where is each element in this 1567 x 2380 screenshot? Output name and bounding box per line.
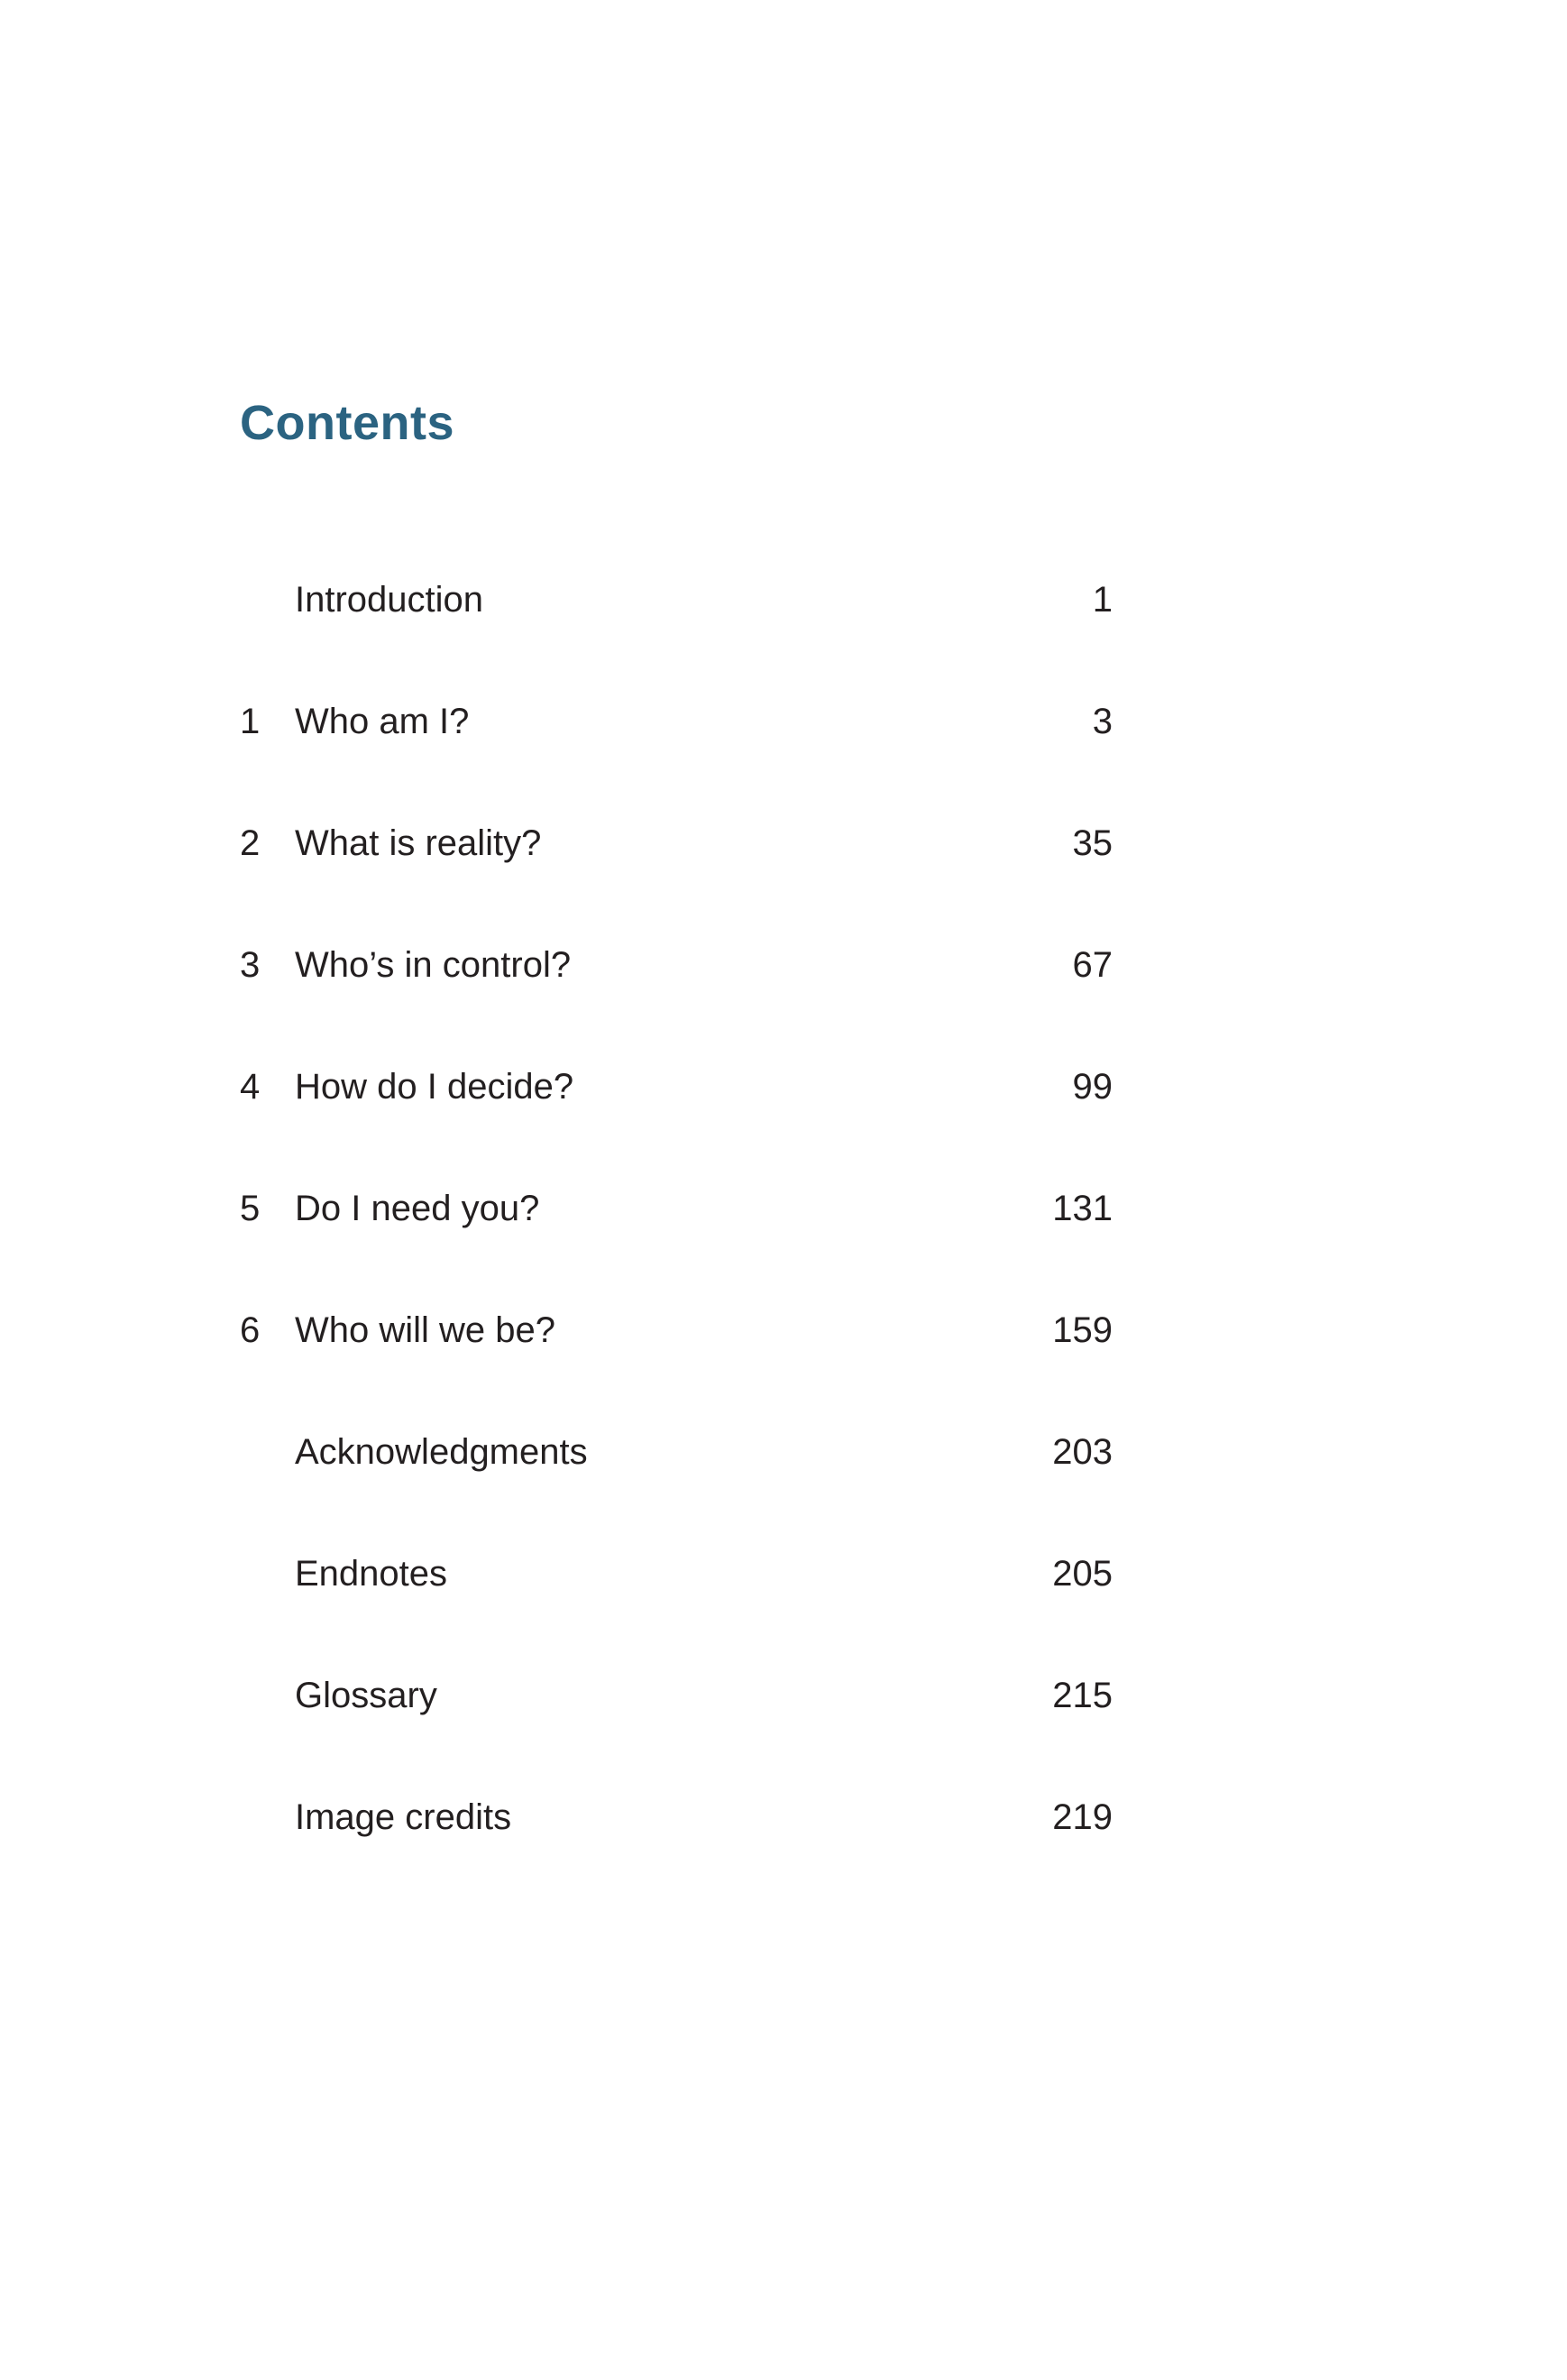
entry-title: What is reality? — [295, 823, 542, 863]
toc-entry[interactable] — [0, 945, 1567, 999]
page-number: 205 — [1052, 1554, 1113, 1594]
page-number: 3 — [1092, 702, 1113, 741]
toc-entry[interactable] — [0, 1554, 1567, 1608]
entry-title: How do I decide? — [295, 1067, 574, 1107]
entry-title: Acknowledgments — [295, 1432, 588, 1472]
toc-entry[interactable] — [0, 1676, 1567, 1730]
toc-entry[interactable] — [0, 1432, 1567, 1486]
entry-title: Glossary — [295, 1676, 437, 1715]
chapter-number: 4 — [240, 1067, 261, 1107]
page-number: 35 — [1072, 823, 1113, 863]
page-number: 215 — [1052, 1676, 1113, 1715]
toc-entry[interactable] — [0, 1067, 1567, 1121]
entry-title: Do I need you? — [295, 1189, 540, 1228]
toc-entry[interactable] — [0, 1310, 1567, 1365]
page-number: 1 — [1092, 580, 1113, 620]
chapter-number: 2 — [240, 823, 261, 863]
page-title: Contents — [240, 396, 454, 450]
entry-title: Who am I? — [295, 702, 470, 741]
page-number: 131 — [1052, 1189, 1113, 1228]
chapter-number: 3 — [240, 945, 261, 985]
page-number: 67 — [1072, 945, 1113, 985]
toc-entry[interactable] — [0, 702, 1567, 756]
chapter-number: 6 — [240, 1310, 261, 1350]
page-number: 159 — [1052, 1310, 1113, 1350]
toc-entry[interactable] — [0, 580, 1567, 634]
entry-title: Image credits — [295, 1797, 512, 1837]
chapter-number: 5 — [240, 1189, 261, 1228]
entry-title: Who’s in control? — [295, 945, 572, 985]
toc-entry[interactable] — [0, 1189, 1567, 1243]
toc-entry[interactable] — [0, 1797, 1567, 1852]
page-number: 219 — [1052, 1797, 1113, 1837]
chapter-number: 1 — [240, 702, 261, 741]
page-number: 203 — [1052, 1432, 1113, 1472]
toc-entry[interactable] — [0, 823, 1567, 878]
entry-title: Who will we be? — [295, 1310, 556, 1350]
entry-title: Endnotes — [295, 1554, 448, 1594]
page-number: 99 — [1072, 1067, 1113, 1107]
entry-title: Introduction — [295, 580, 484, 620]
